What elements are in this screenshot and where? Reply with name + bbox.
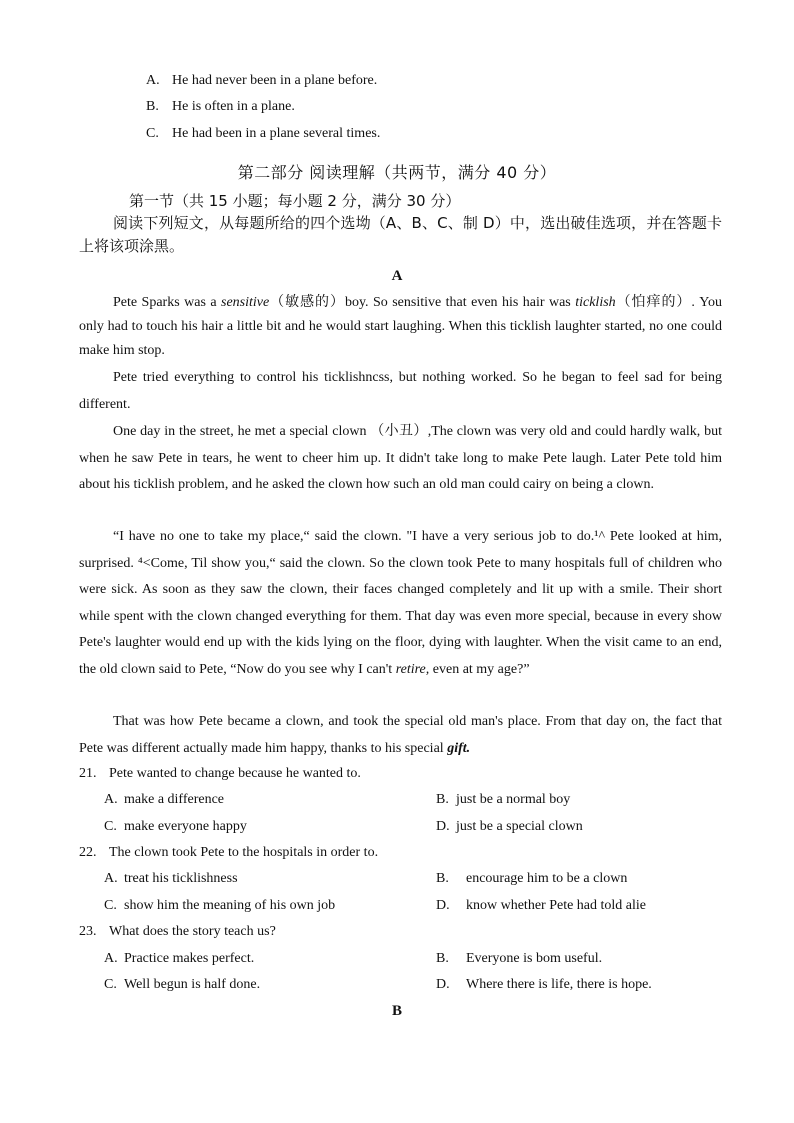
choice-text: just be a special clown bbox=[456, 819, 583, 834]
choice-letter: B. bbox=[436, 951, 449, 966]
question-stem: What does the story teach us? bbox=[109, 924, 276, 939]
q22-choice-b[interactable] bbox=[436, 871, 627, 887]
choice-letter: A. bbox=[104, 871, 118, 886]
choice-letter: C. bbox=[104, 977, 117, 992]
choice-text: show him the meaning of his own job bbox=[124, 898, 336, 913]
text-run: boy. So sensitive that even his hair was bbox=[344, 295, 576, 310]
option-text: He had never been in a plane before. bbox=[172, 73, 378, 88]
text-run: . You only had to touch his hair a little bit and he would start laughing. When this ticklish laughter started, no one could make him stop. bbox=[79, 295, 723, 358]
choice-letter: B. bbox=[436, 792, 449, 807]
q21-choice-d[interactable] bbox=[436, 819, 583, 835]
instructions: 阅读下列短文，从每题所给的四个选坳（A、B、C、制 D）中，选出破佳选项，并在答题卡上将该项涂黑。 bbox=[79, 214, 722, 255]
section-title: 第一节（共 15 小题；每小题 2 分，满分 30 分） bbox=[129, 192, 461, 210]
choice-letter: D. bbox=[436, 819, 450, 834]
italic-word: retire, bbox=[395, 661, 430, 677]
text-run: ,The clown was very old and could hardly walk, but when he saw Pete in tears, he went to cheer him up. It didn't take long to make Pete laugh. Later Pete told him about his ticklish problem, and he asked the clown how such an old man could cairy on being a clown. bbox=[79, 424, 722, 492]
choice-letter: A. bbox=[104, 951, 118, 966]
choice-letter: A. bbox=[104, 792, 118, 807]
choice-text: treat his ticklishness bbox=[124, 871, 238, 886]
q21-choice-a[interactable] bbox=[104, 792, 224, 808]
question-stem: Pete wanted to change because he wanted to. bbox=[109, 766, 361, 781]
option-letter: B. bbox=[146, 99, 159, 114]
q22-choice-c[interactable] bbox=[104, 898, 335, 914]
chinese-gloss: （小丑） bbox=[370, 423, 428, 439]
question-number: 23. bbox=[79, 924, 97, 939]
option-text: He is often in a plane. bbox=[172, 99, 295, 114]
choice-letter: B. bbox=[436, 871, 449, 886]
choice-text: make everyone happy bbox=[124, 819, 247, 834]
question-22 bbox=[79, 845, 378, 861]
question-23 bbox=[79, 924, 276, 940]
chinese-gloss: （敏感的） bbox=[269, 294, 345, 310]
part-title: 第二部分 阅读理解（共两节，满分 40 分） bbox=[237, 163, 557, 182]
choice-text: Well begun is half done. bbox=[124, 977, 261, 992]
choice-letter: C. bbox=[104, 819, 117, 834]
choice-letter: D. bbox=[436, 977, 450, 992]
italic-word: sensitive bbox=[221, 295, 270, 310]
passage-b-heading: B bbox=[391, 1003, 402, 1019]
passage-a-paragraph-1 bbox=[79, 290, 722, 363]
passage-a-heading: A bbox=[391, 268, 403, 284]
text-run: One day in the street, he met a special clown bbox=[113, 424, 371, 439]
q23-choice-b[interactable] bbox=[436, 951, 602, 967]
choice-text: encourage him to be a clown bbox=[466, 871, 628, 886]
choice-text: know whether Pete had told alie bbox=[466, 898, 647, 913]
question-stem: The clown took Pete to the hospitals in order to. bbox=[109, 845, 379, 860]
text-run: That was how Pete became a clown, and took the special old man's place. From that day on, the fact that Pete was different actually made him happy, thanks to his special bbox=[79, 714, 722, 756]
option-letter: A. bbox=[146, 73, 160, 88]
question-21 bbox=[79, 766, 361, 782]
q22-choice-a[interactable] bbox=[104, 871, 238, 887]
choice-text: make a difference bbox=[124, 792, 225, 807]
q21-choice-c[interactable] bbox=[104, 819, 247, 835]
option-text: He had been in a plane several times. bbox=[172, 126, 381, 141]
passage-a-paragraph-5 bbox=[79, 709, 722, 762]
choice-text: Practice makes perfect. bbox=[124, 951, 255, 966]
choice-letter: D. bbox=[436, 898, 450, 913]
q23-choice-d[interactable] bbox=[436, 977, 652, 993]
option-letter: C. bbox=[146, 126, 159, 141]
choice-text: Everyone is bom useful. bbox=[466, 951, 603, 966]
passage-a-paragraph-2: Pete tried everything to control his ticklishncss, but nothing worked. So he began to feel sad for being different. bbox=[79, 370, 722, 412]
q23-choice-a[interactable] bbox=[104, 951, 254, 967]
question-number: 22. bbox=[79, 845, 97, 860]
italic-word: gift. bbox=[447, 740, 471, 756]
text-run: Pete Sparks was a bbox=[113, 295, 222, 310]
chinese-gloss: （怕痒的） bbox=[615, 294, 692, 310]
question-number: 21. bbox=[79, 766, 97, 781]
q22-choice-d[interactable] bbox=[436, 898, 646, 914]
q21-choice-b[interactable] bbox=[436, 792, 570, 808]
italic-word: ticklish bbox=[575, 295, 616, 310]
text-run: “I have no one to take my place,“ said the clown. "I have a very serious job to do.¹^ Pete looked at him, surprised. ⁴<Come, Til show you,“ said the clown. So the clown took Pete to many hospitals full of children who were sick. As soon as they saw the clown, their faces changed completely and lit up with a smile. Their short while spent with the clown changed everything for them. That day was even more special, because in every show Pete's laughter would end up with the kids lying on the floor, dying with laughter. When the visit came to an end, the old clown said to Pete, “Now do you see why I can't bbox=[79, 529, 722, 677]
choice-text: Where there is life, there is hope. bbox=[466, 977, 652, 992]
q23-choice-c[interactable] bbox=[104, 977, 260, 993]
choice-text: just be a normal boy bbox=[456, 792, 571, 807]
prev-option-b bbox=[146, 99, 295, 115]
prev-option-a bbox=[146, 73, 377, 89]
passage-a-paragraph-4 bbox=[79, 524, 722, 683]
text-run: even at my age?” bbox=[429, 661, 530, 677]
prev-option-c bbox=[146, 126, 380, 142]
choice-letter: C. bbox=[104, 898, 117, 913]
passage-a-paragraph-3 bbox=[79, 418, 722, 499]
